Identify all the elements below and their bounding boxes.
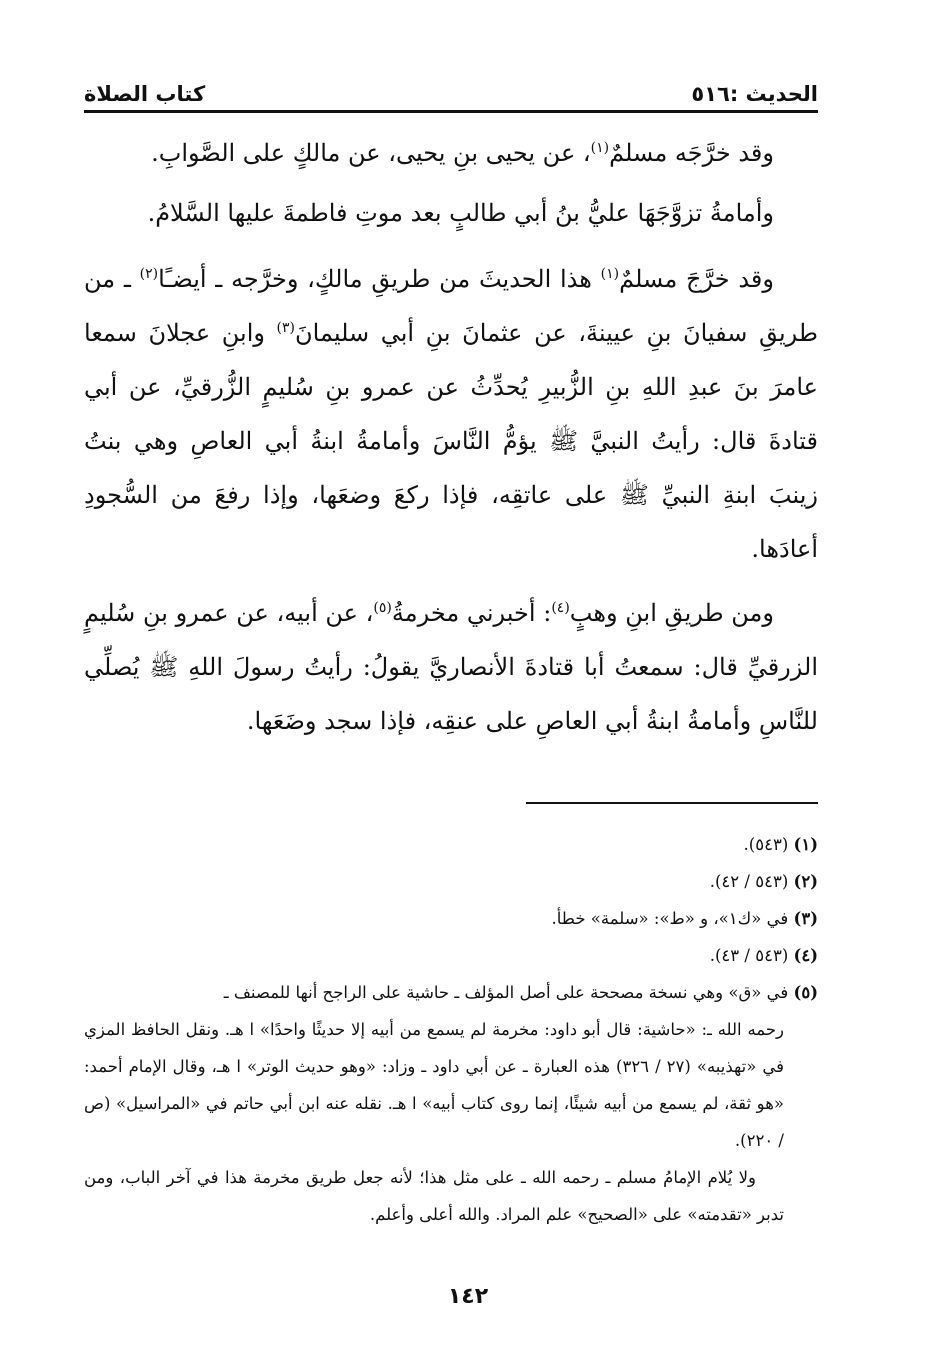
- footnote-ref-5[interactable]: (٥): [373, 600, 392, 616]
- footnote-4-text: (٥٤٣ / ٤٣).: [709, 946, 789, 965]
- paragraph-3: [84, 252, 818, 576]
- paragraph-4-text-c: ، عن أبيه، عن عمرو بنِ سُليمٍ الزرقيِّ قال: سمعتُ أبا قتادةَ الأنصاريَّ يقولُ: رأيتُ رسولَ اللهِ ﷺ يُصلِّي للنَّاسِ وأمامةُ ابنةُ أبي العاصِ على عنقِه، فإذا سجد وضَعَها.: [84, 599, 818, 735]
- paragraph-2: [84, 186, 818, 240]
- paragraph-4-text-b: : أخبرني مخرمةُ: [391, 599, 552, 627]
- footnote-2-text: (٥٤٣ / ٤٢).: [709, 872, 789, 891]
- footnote-4-number: (٤): [793, 946, 818, 965]
- footnote-3: [84, 900, 818, 937]
- paragraph-4-text-a: ومن طريقِ ابنِ وهبٍ: [569, 599, 774, 627]
- book-title: كتاب الصلاة: [84, 82, 206, 106]
- footnote-ref-3[interactable]: (٣): [276, 320, 296, 336]
- footnote-5-number: (٥): [793, 983, 818, 1002]
- footnote-1-number: (١): [793, 835, 818, 854]
- paragraph-1: [84, 126, 818, 180]
- footnote-5: [84, 974, 818, 1011]
- paragraph-3-text-b: هذا الحديثَ من طريقِ مالكٍ، وخرَّجه ـ أيضـًا: [158, 265, 601, 293]
- running-header: [84, 72, 818, 106]
- footnote-5-line-1: في «ق» وهي نسخة مصححة على أصل المؤلف ـ حاشية على الراجح أنها للمصنف ـ: [223, 983, 789, 1002]
- footnote-ref-4[interactable]: (٤): [551, 600, 570, 616]
- footnote-4: [84, 937, 818, 974]
- footnote-2-number: (٢): [793, 872, 818, 891]
- hadith-number: الحديث :٥١٦: [691, 82, 818, 106]
- footnote-5-continuation-2: ولا يُلام الإمامُ مسلم ـ رحمه الله ـ على مثل هذا؛ لأنه جعل طريق مخرمة هذا في آخر الباب، ومن تدبر «تقدمته» على «الصحيح» علم المراد. والله أعلى وأعلم.: [84, 1168, 784, 1224]
- paragraph-3-text-c: ـ من طريقِ سفيانَ بنِ عيينةَ، عن عثمانَ بنِ أبي سليمانَ: [84, 265, 818, 347]
- footnotes: [84, 826, 818, 1233]
- footnote-ref-1b[interactable]: (١): [600, 266, 620, 282]
- paragraph-3-text-a: وقد خرَّجَ مسلمٌ: [619, 265, 774, 293]
- footnote-ref-2[interactable]: (٢): [139, 266, 159, 282]
- footnote-ref-1[interactable]: (١): [590, 140, 610, 156]
- footnote-2: [84, 863, 818, 900]
- footnote-separator: [526, 802, 818, 804]
- footnote-3-number: (٣): [793, 909, 818, 928]
- footnote-1: [84, 826, 818, 863]
- header-rule: [84, 110, 818, 113]
- paragraph-2-text: وأمامةُ تزوَّجَهَا عليُّ بنُ أبي طالبٍ بعد موتِ فاطمةَ عليها السَّلامُ.: [147, 199, 774, 227]
- paragraph-1-text-a: وقد خرَّجَه مسلمٌ: [609, 139, 774, 167]
- page-number: ١٤٢: [447, 1284, 489, 1309]
- footnote-1-text: (٥٤٣).: [743, 835, 789, 854]
- main-text: [84, 126, 818, 766]
- paragraph-3-text-d: وابنِ عجلانَ سمعا عامرَ بنَ عبدِ اللهِ بنِ الزُّبيرِ يُحدِّثُ عن عمرو بنِ سُليمٍ الزُّرقيِّ، عن أبي قتادةَ قال: رأيتُ النبيَّ ﷺ يؤمُّ النَّاسَ وأمامةُ ابنةُ أبي العاصِ وهي بنتُ زينبَ ابنةِ النبيِّ ﷺ على عاتقِه، فإذا ركعَ وضعَها، وإذا رفعَ من السُّجودِ أعادَها.: [84, 319, 818, 563]
- paragraph-1-text-b: ، عن يحيى بنِ يحيى، عن مالكٍ على الصَّوابِ.: [151, 139, 591, 167]
- paragraph-4: [84, 586, 818, 748]
- footnote-3-text: في «ك١»، و «ط»: «سلمة» خطأ.: [551, 909, 789, 928]
- footnote-5-continuation-1: رحمه الله ـ: «حاشية: قال أبو داود: مخرمة لم يسمع من أبيه إلا حديثًا واحدًا» ا هـ. ونقل الحافظ المزي في «تهذيبه» (٢٧ / ٣٢٦) هذه العبارة ـ عن أبي داود ـ وزاد: «وهو حديث الوتر» ا هـ، وقال الإمام أحمد: «هو ثقة، لم يسمع من أبيه شيئًا، إنما روى كتاب أبيه» ا هـ. نقله عنه ابن أبي حاتم في «المراسيل» (ص / ٢٢٠).: [84, 1020, 784, 1150]
